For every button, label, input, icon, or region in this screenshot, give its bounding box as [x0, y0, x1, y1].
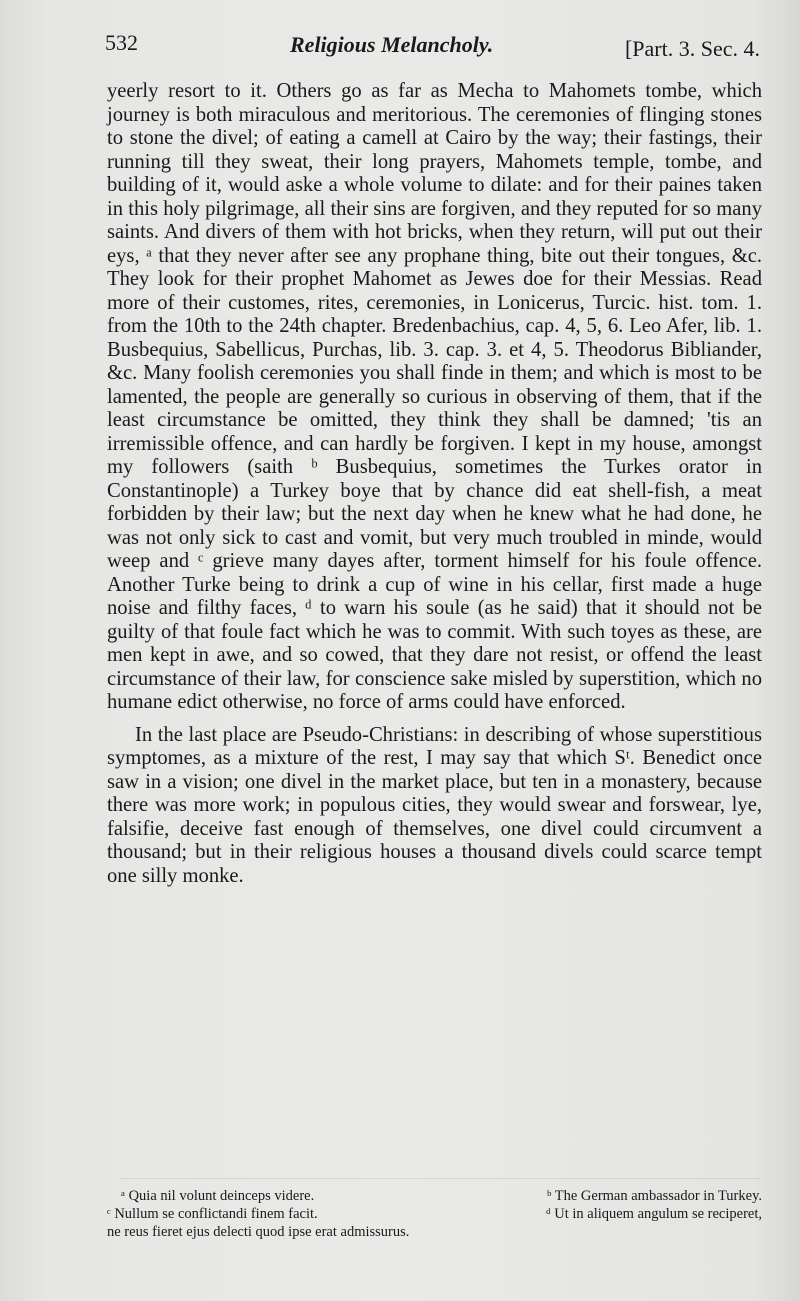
body-text [107, 80, 762, 888]
page-header [105, 22, 760, 72]
page-number: 532 [105, 30, 138, 55]
paragraph-1: yeerly resort to it. Others go as far as Mecha to Mahomets tombe, which journey is both miraculous and meritorious. The ceremonies of flinging stones to stone the divel; of eating a camell at Cairo by the way; their fastings, their running till they sweat, their long prayers, Mahomets temple, tombe, and building of it, would aske a whole volume to dilate: and for their paines taken in this holy pilgrimage, all their sins are forgiven, and they reputed for so many saints. And divers of them with hot bricks, when they return, will put out their eys, ᵃ that they never after see any prophane thing, bite out their tongues, &c. They look for their prophet Mahomet as Jewes doe for their Messias. Read more of their customes, rites, ceremonies, in Lonicerus, Turcic. hist. tom. 1. from the 10th to the 24th chapter. Bredenbachius, cap. 4, 5, 6. Leo Afer, lib. 1. Busbequius, Sabellicus, Purchas, lib. 3. cap. 3. et 4, 5. Theodorus Bibliander, &c. Many foolish ceremonies you shall finde in them; and which is most to be lamented, the people are generally so curious in observing of them, that if the least circumstance be omitted, they think they shall be damned; 'tis an irremissible offence, and can hardly be forgiven. I kept in my house, amongst my followers (saith ᵇ Busbequius, sometimes the Turkes orator in Constantinople) a Turkey boye that by chance did eat shell-fish, a meat forbidden by their law; but the next day when he knew what he had done, he was not only sick to cast and vomit, but very much troubled in minde, would weep and ᶜ grieve many dayes after, torment himself for his foule offence. Another Turke being to drink a cup of wine in his cellar, first made a huge noise and filthy faces, ᵈ to warn his soule (as he said) that it should not be guilty of that foule fact which he was to commit. With such toyes as these, are men kept in awe, and so cowed, that they dare not resist, or offend the least circumstance of their law, for conscience sake misled by superstition, which no humane edict otherwise, no force of arms could have enforced. [107, 80, 762, 713]
footnote-divider [120, 1178, 760, 1179]
footnote-row-1 [107, 1187, 762, 1205]
footnote-a: ᵃ Quia nil volunt deinceps videre. [121, 1188, 315, 1204]
section-reference: [Part. 3. Sec. 4. [624, 36, 760, 61]
footnote-b: ᵇ The German ambassador in Turkey. [546, 1188, 762, 1204]
paragraph-2: In the last place are Pseudo-Christians: in describing of whose superstitious symptomes, as a mixture of the rest, I may say that which Sᵗ. Benedict once saw in a vision; one divel in the market place, but ten in a monastery, because there was more work; in populous cities, they would swear and forswear, lye, falsifie, deceive fast enough of themselves, one divel could circumvent a thousand; but in their religious houses a thousand divels could scarce tempt one silly monke. [107, 723, 762, 887]
footnote-row-2 [107, 1205, 762, 1223]
footnote-d: ᵈ Ut in aliquem angulum se reciperet, [546, 1206, 762, 1222]
footnotes [107, 1187, 762, 1241]
footnote-c: ᶜ Nullum se conflictandi finem facit. [107, 1206, 318, 1222]
running-title: Religious Melancholy. [290, 32, 494, 57]
footnote-d-continuation: ne reus fieret ejus delecti quod ipse erat admissurus. [107, 1224, 410, 1240]
footnote-row-3 [107, 1223, 762, 1241]
